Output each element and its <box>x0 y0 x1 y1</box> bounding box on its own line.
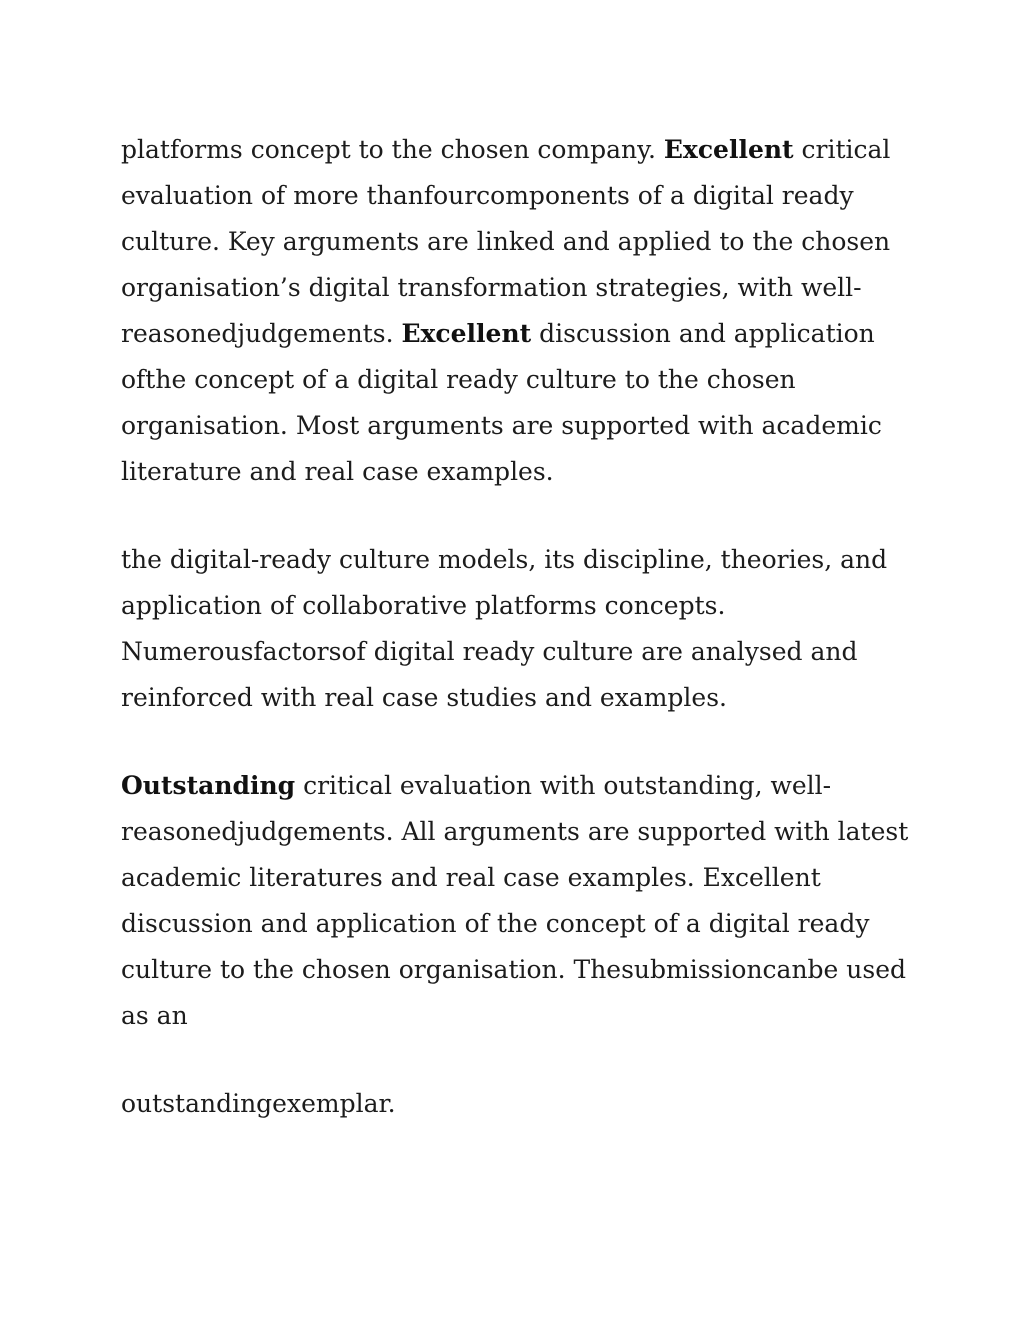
bold-run: Outstanding <box>121 771 296 800</box>
text-run: critical evaluation of more thanfourcomponents of a digital ready culture. Key arguments are linked and applied to the chosen organisation’s digital transformation strategies, with well-reasonedjudgements. <box>121 135 891 348</box>
paragraph-excellent-criteria <box>121 127 911 495</box>
text-run: discussion and application ofthe concept of a digital ready culture to the chosen organisation. Most arguments are supported with academic literature and real case examples. <box>121 319 882 486</box>
text-run: outstandingexemplar. <box>121 1089 396 1118</box>
text-run: the digital-ready culture models, its discipline, theories, and application of collaborative platforms concepts. Numerousfactorsof digital ready culture are analysed and reinforced with real case studies and examples. <box>121 545 888 712</box>
text-run: platforms concept to the chosen company. <box>121 135 664 164</box>
text-run: critical evaluation with outstanding, well-reasonedjudgements. All arguments are supported with latest academic literatures and real case examples. Excellent discussion and application of the concept of a digital ready culture to the chosen organisation. Thesubmissioncanbe used as an <box>121 771 909 1030</box>
paragraph-outstanding-criteria <box>121 763 911 1039</box>
bold-run: Excellent <box>401 319 532 348</box>
document-page <box>121 127 911 1127</box>
bold-run: Excellent <box>663 135 794 164</box>
paragraph-exemplar <box>121 1081 911 1127</box>
paragraph-digital-ready-models <box>121 537 911 721</box>
